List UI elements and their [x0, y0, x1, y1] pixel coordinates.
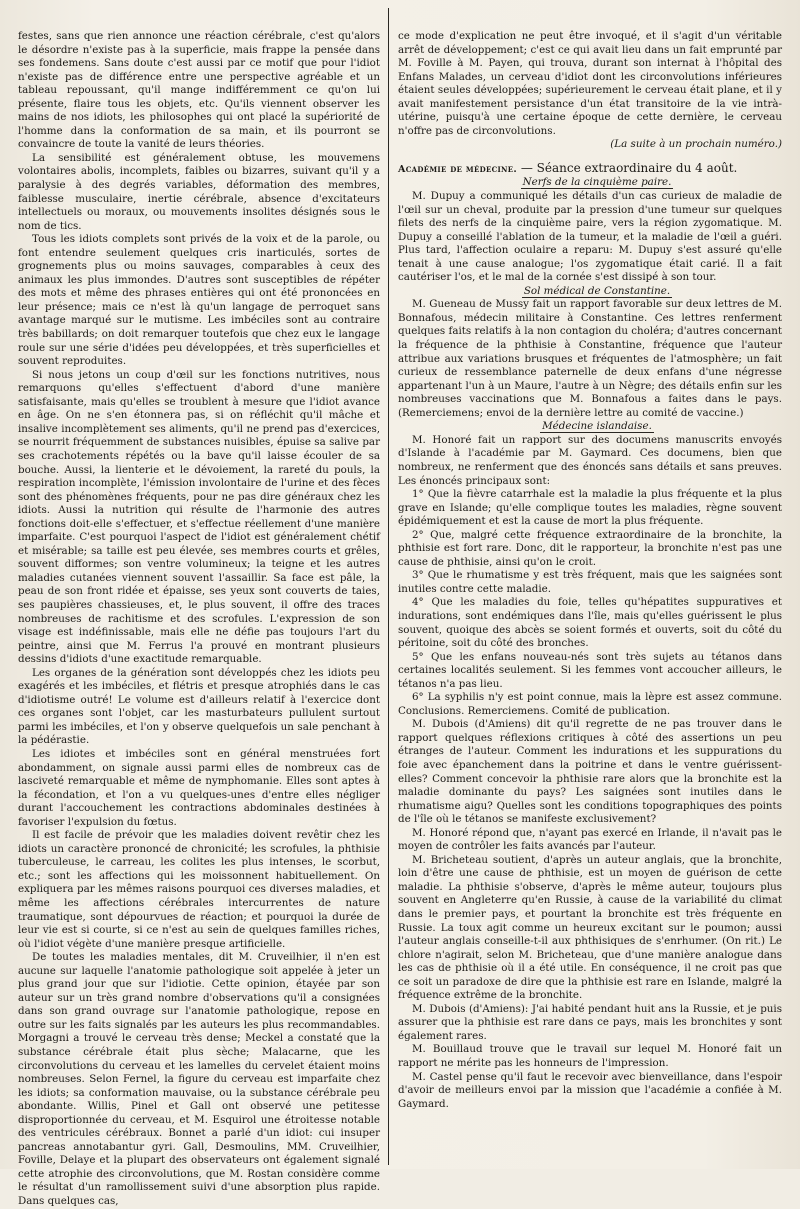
paragraph: De toutes les maladies mentales, dit M. Cruveilhier, il n'en est aucune sur laquelle l'anatomie pathologique soit appelée à jeter un plus grand jour que sur l'idiotie. Cette opinion, étayée par son auteur sur un très grand nombre d'observations qu'il a consignées dans son grand ouvrage sur l'anatomie pathologique, repose en outre sur les faits signalés par les auteurs les plus recommandables. Morgagni a trouvé le cerveau très dense; Meckel a constaté que la substance cérébrale était plus sèche; Malacarne, que les circonvolutions du cerveau et les lamelles du cervelet étaient moins nombreuses. Selon Fernel, la figure du cerveau est imparfaite chez les idiots; sa conformation mauvaise, ou la substance cérébrale peu abondante. Willis, Pinel et Gall ont observé une petitesse disproportionnée du cerveau, et M. Esquirol une étroitesse notable des ventricules cérébraux. Bonnet a parlé d'un idiot: cui insuper pancreas annotabantur gyri. Gall, Desmoulins, MM. Cruveilhier, Foville, Delaye et la plupart des observateurs ont également signalé cette atrophie des circonvolutions, que M. Rostan considère comme le résultat d'un ramollissement suivi d'une absorption plus rapide. Dans quelques cas, [18, 951, 380, 1208]
subsection-title: Médecine islandaise. [542, 420, 652, 433]
paragraph: Si nous jetons un coup d'œil sur les fonctions nutritives, nous remarquons qu'elles s'effectuent d'abord d'une manière satisfaisante, mais qu'elles se troublent à mesure que l'idiot avance en âge. On ne s'en étonnera pas, si on réfléchit qu'il mâche et insalive incomplètement ses aliments, qu'il ne prend pas d'exercices, se nourrit fréquemment de substances nuisibles, épuise sa salive par ses crachotements répétés ou la bave qu'il laisse écouler de sa bouche. Aussi, la lienterie et le dévoiement, la rareté du pouls, la respiration incomplète, l'émission involontaire de l'urine et des fèces sont des phénomènes fréquents, pour ne pas dire généraux chez les idiots. Aussi la nutrition qui résulte de l'harmonie des autres fonctions doit-elle s'effectuer, et s'effectue réellement d'une manière imparfaite. C'est pourquoi l'aspect de l'idiot est généralement chétif et misérable; sa taille est peu élevée, ses membres courts et grêles, souvent difformes; son ventre volumineux; la teigne et les autres maladies cutanées viennent souvent l'assaillir. Sa face est pâle, la peau de son front ridée et épaisse, ses yeux sont couverts de taies, ses paupières chassieuses, et, le plus souvent, il offre des traces nombreuses de rachitisme et des scrofules. L'expression de son visage est indéfinissable, mais elle ne défie pas toujours l'art du peintre, ainsi que M. Ferrus l'a prouvé en montrant plusieurs dessins d'idiots d'une exactitude remarquable. [18, 368, 380, 666]
paragraph: M. Bricheteau soutient, d'après un auteur anglais, que la bronchite, loin d'être une cause de phthisie, est un moyen de guérison de cette maladie. La phthisie s'observe, d'après le même auteur, toujours plus souvent en Angleterre qu'en Russie, à cause de la variabilité du climat dans le premier pays, et pourtant la bronchite est très fréquente en Russie. La toux agit comme un heureux excitant sur le poumon; aussi l'auteur anglais conseille-t-il aux phthisiques de s'enrhumer. (On rit.) Le chlore n'agirait, selon M. Bricheteau, que d'une manière analogue dans les cas de phthisie où il a été utile. En conséquence, il ne croit pas que ce soit un paradoxe de dire que la phthisie est rare en Islande, malgré la fréquence extrême de la bronchite. [398, 853, 782, 1002]
paragraph: festes, sans que rien annonce une réaction cérébrale, c'est qu'alors le désordre n'existe pas à la superficie, mais frappe la pensée dans ses fondemens. Sans doute c'est aussi par ce motif que pour l'idiot n'existe pas de différence entre une perspective agréable et un tableau repoussant, qu'il mange indifféremment ce qu'on lui présente, flaire tous les objets, etc. Qu'ils viennent observer les mains de nos idiots, les philosophes qui ont placé la supériorité de l'homme dans la conformation de sa main, et ils pourront se convaincre de toute la vanité de leurs théories. [18, 30, 380, 151]
column-divider [388, 8, 389, 1165]
paragraph: M. Honoré fait un rapport sur des documens manuscrits envoyés d'Islande à l'académie par M. Gaymard. Ces documens, bien que nombreux, ne renferment que des énoncés sans détails et sans preuves. Les énoncés principaux sont: [398, 433, 782, 487]
list-item: 6° La syphilis n'y est point connue, mais la lèpre est assez commune. Conclusions. Remerciemens. Comité de publication. [398, 691, 782, 717]
paragraph: Tous les idiots complets sont privés de la voix et de la parole, ou font entendre seulement quelques cris inarticulés, sortes de grognements plus ou moins sauvages, comparables à ceux des animaux les plus immondes. D'autres sont susceptibles de répéter des mots et même des phrases entières qui ont été prononcées en leur présence; mais ce n'est là qu'un langage de perroquet sans avantage marqué sur le mutisme. Les imbéciles sont au contraire très babillards; on doit remarquer toutefois que chez eux le langage roule sur une série d'idées peu développées, et très superficielles et souvent reproduites. [18, 233, 380, 368]
academy-name: Académie de médecine. [398, 163, 518, 175]
paragraph: M. Gueneau de Mussy fait un rapport favorable sur deux lettres de M. Bonnafous, médecin militaire à Constantine. Ces lettres renferment quelques faits relatifs à la non contagion du choléra; d'autres concernant la fréquence de la phthisie à Constantine, fréquence que l'auteur attribue aux variations brusques et fréquentes de l'atmosphère; un fait curieux de ressemblance paternelle de deux enfans d'une négresse appartenant l'un à un Maure, l'autre à un Nègre; des détails enfin sur les nombreuses vaccinations que M. Bonnafous a faites dans le pays. (Remerciemens; envoi de la dernière lettre au comité de vaccine.) [398, 298, 782, 419]
paragraph: M. Castel pense qu'il faut le recevoir avec bienveillance, dans l'espoir d'avoir de meilleurs envoi par la mission que l'académie a confiée à M. Gaymard. [398, 1070, 782, 1110]
list-item: 5° Que les enfans nouveau-nés sont très sujets au tétanos dans certaines localités seulement. Si les femmes vont accoucher ailleurs, le tétanos n'a pas lieu. [398, 650, 782, 690]
section-heading [398, 162, 782, 177]
right-column [398, 30, 782, 1161]
list-item: 3° Que le rhumatisme y est très fréquent, mais que les saignées sont inutiles contre cette maladie. [398, 569, 782, 595]
paragraph: M. Dubois (d'Amiens): J'ai habité pendant huit ans la Russie, et je puis assurer que la phthisie est rare dans ce pays, mais les bronchites y sont également rares. [398, 1002, 782, 1042]
paragraph: La sensibilité est généralement obtuse, les mouvemens volontaires abolis, incomplets, faibles ou bizarres, suivant qu'il y a paralysie à des degrés variables, déformation des membres, faiblesse musculaire, inertie cérébrale, absence d'excitateurs intellectuels ou moraux, ou mouvements insolites désignés sous le nom de tics. [18, 151, 380, 232]
paragraph: Il est facile de prévoir que les maladies doivent revêtir chez les idiots un caractère prononcé de chronicité; les scrofules, la phthisie tuberculeuse, le carreau, les colites les plus intenses, le scorbut, etc.; sont les affections qui les moissonnent habituellement. On expliquera par les mêmes raisons pourquoi ces diverses maladies, et même les affections cérébrales intercurrentes de nature traumatique, sont dépourvues de réaction; et pourquoi la durée de leur vie est si courte, si ce n'est au sein de quelques familles riches, où l'idiot végète d'une manière presque artificielle. [18, 829, 380, 950]
paragraph: ce mode d'explication ne peut être invoqué, et il s'agit d'un véritable arrêt de développement; c'est ce qui avait lieu dans un fait emprunté par M. Foville à M. Payen, qui trouva, durant son internat à l'hôpital des Enfans Malades, un cerveau d'idiot dont les circonvolutions inférieures étaient seules développées; supérieurement le cerveau était plane, et il y avait manifestement persistance d'un état transitoire de la vie intrà-utérine, puisqu'à une certaine époque de cette dernière, le cerveau n'offre pas de circonvolutions. [398, 30, 782, 137]
paragraph: M. Dubois (d'Amiens) dit qu'il regrette de ne pas trouver dans le rapport quelques réflexions critiques à côté des assertions un peu étranges de l'auteur. Comment les indurations et les suppurations du foie avec épanchement dans la poitrine et dans le ventre guérissent-elles? Comment concevoir la phthisie rare alors que la bronchite est la maladie dominante du pays? Les saignées sont inutiles dans le rhumatisme aigu? Quelles sont les conditions topographiques des points de l'île où le tétanos se manifeste exclusivement? [398, 718, 782, 826]
paragraph: M. Bouillaud trouve que le travail sur lequel M. Honoré fait un rapport ne mérite pas les honneurs de l'impression. [398, 1043, 782, 1070]
list-item: 1° Que la fièvre catarrhale est la maladie la plus fréquente et la plus grave en Islande; qu'elle complique toutes les maladies, règne souvent épidémiquement et est la cause de mort la plus fréquente. [398, 488, 782, 528]
paragraph: M. Dupuy a communiqué les détails d'un cas curieux de maladie de l'œil sur un cheval, produite par la pression d'une tumeur sur quelques filets des nerfs de la cinquième paire, vers la région zygomatique. M. Dupuy a conseillé l'ablation de la tumeur, et la maladie de l'œil a guéri. Plus tard, l'affection oculaire a reparu: M. Dupuy s'est assuré qu'elle tenait à une cause analogue; l'os zygomatique était carié. Il a fait cautériser l'os, et le mal de la cornée s'est dissipé à son tour. [398, 190, 782, 284]
subsection-title: Nerfs de la cinquième paire. [522, 176, 672, 189]
continuation-note: (La suite à un prochain numéro.) [610, 138, 782, 151]
list-item: 4° Que les maladies du foie, telles qu'hépatites suppuratives et indurations, sont endémiques dans l'île, mais qu'elles guérissent le plus souvent, quoique des abcès se soient formés et ouverts, soit du côté du péritoine, soit du côté des bronches. [398, 596, 782, 650]
session-title: — Séance extraordinaire du 4 août. [517, 160, 738, 175]
paragraph: M. Honoré répond que, n'ayant pas exercé en Irlande, il n'avait pas le moyen de contrôler les faits avancés par l'auteur. [398, 826, 782, 853]
subsection-title: Sol médical de Constantine. [523, 284, 671, 297]
paragraph: Les organes de la génération sont développés chez les idiots peu exagérés et les imbéciles, et flétris et presque atrophiés dans le cas d'idiotisme outré! Le volume est d'ailleurs relatif à l'exercice dont ces organes sont l'objet, car les masturbateurs pullulent surtout parmi les imbéciles, et l'on y observe quelquefois un sale penchant à la pédérastie. [18, 666, 380, 747]
paragraph: Les idiotes et imbéciles sont en général menstruées fort abondamment, on signale aussi parmi elles de nombreux cas de lasciveté remarquable et même de nymphomanie. Elles sont aptes à la fécondation, et l'on a vu quelques-unes d'entre elles négliger durant l'accouchement les contractions abdominales destinées à favoriser l'expulsion du fœtus. [18, 747, 380, 828]
left-column [18, 30, 380, 1208]
list-item: 2° Que, malgré cette fréquence extraordinaire de la bronchite, la phthisie est fort rare. Donc, dit le rapporteur, la bronchite n'est pas une cause de phthisie, ainsi qu'on le croit. [398, 528, 782, 568]
